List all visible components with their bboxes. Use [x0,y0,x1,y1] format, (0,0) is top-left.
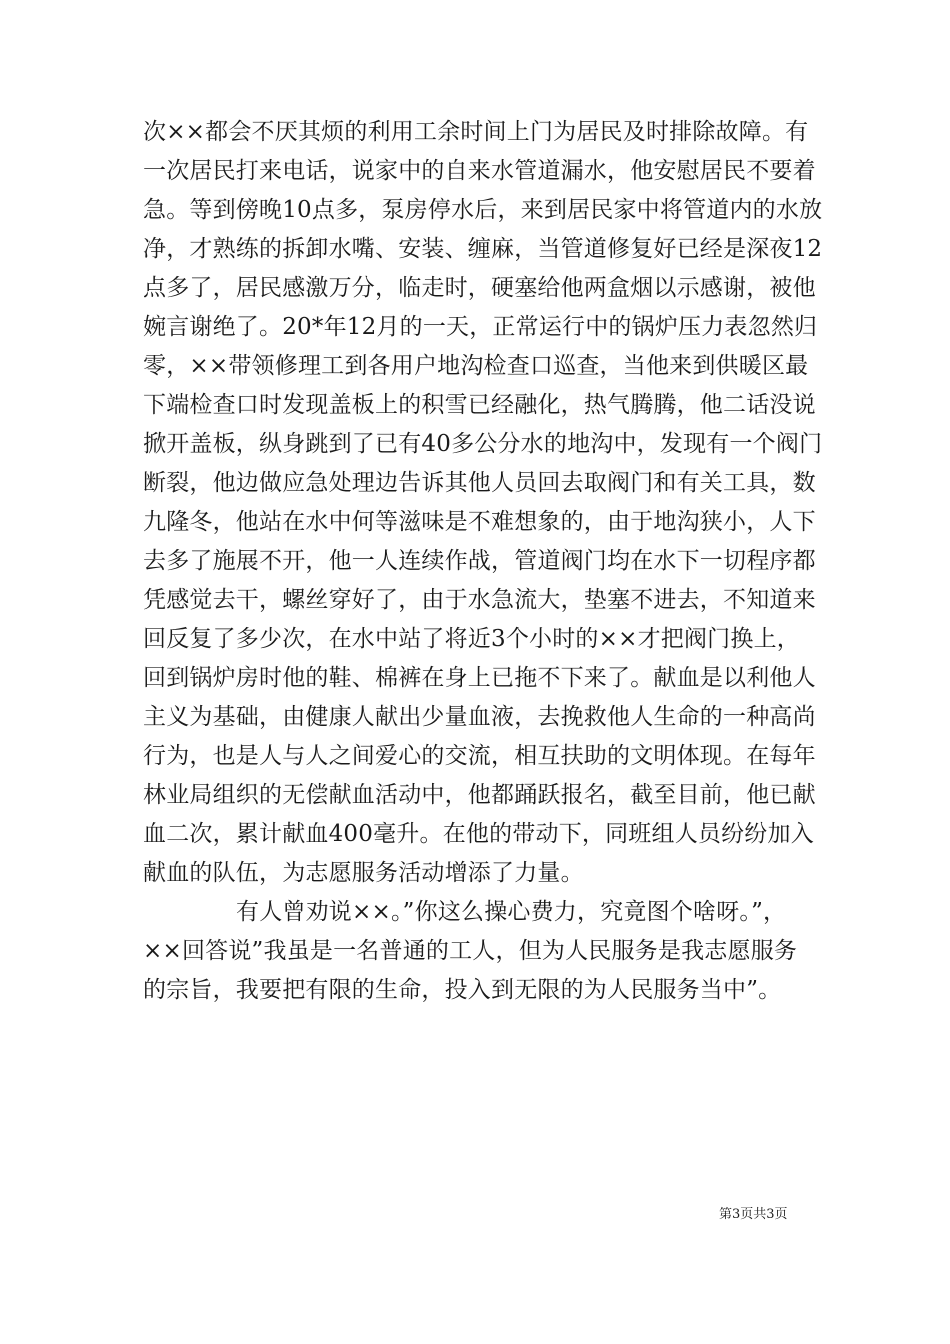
text-line: 的宗旨，我要把有限的生命，投入到无限的为人民服务当中”。 [143,977,782,1003]
text-line: 献血的队伍，为志愿服务活动增添了力量。 [143,860,584,886]
text-line: 婉言谢绝了。20*年12月的一天，正常运行中的锅炉压力表忽然归 [143,314,818,340]
page-number-footer: 第3页共3页 [719,1207,788,1222]
text-line: 主义为基础，由健康人献出少量血液，去挽救他人生命的一种高尚 [143,704,816,730]
text-line: 去多了施展不开，他一人连续作战，管道阀门均在水下一切程序都 [143,548,816,574]
paragraph-first-line: 有人曾劝说××。”你这么操心费力，究竟图个啥呀。”， [236,899,787,925]
text-line: 回反复了多少次，在水中站了将近3个小时的××才把阀门换上， [143,626,800,652]
text-line: 回到锅炉房时他的鞋、棉裤在身上已拖不下来了。献血是以利他人 [143,665,816,691]
text-line: 下端检查口时发现盖板上的积雪已经融化，热气腾腾，他二话没说 [143,392,816,418]
text-line: 零，××带领修理工到各用户地沟检查口巡查，当他来到供暖区最 [143,353,809,379]
text-line: 凭感觉去干，螺丝穿好了，由于水急流大，垫塞不进去，不知道来 [143,587,816,613]
text-line: 断裂，他边做应急处理边告诉其他人员回去取阀门和有关工具，数 [143,470,816,496]
text-line: 林业局组织的无偿献血活动中，他都踊跃报名，截至目前，他已献 [143,782,816,808]
text-line: 点多了，居民感激万分，临走时，硬塞给他两盒烟以示感谢，被他 [143,275,816,301]
text-line: 急。等到傍晚10点多，泵房停水后，来到居民家中将管道内的水放 [143,197,823,223]
text-line: 血二次，累计献血400毫升。在他的带动下，同班组人员纷纷加入 [143,821,814,847]
text-line: 行为，也是人与人之间爱心的交流，相互扶助的文明体现。在每年 [143,743,816,769]
text-line: 净，才熟练的拆卸水嘴、安装、缠麻，当管道修复好已经是深夜12 [143,236,823,262]
text-line: 一次居民打来电话，说家中的自来水管道漏水，他安慰居民不要着 [143,158,816,184]
text-line: 次××都会不厌其烦的利用工余时间上门为居民及时排除故障。有 [143,119,809,145]
text-line: ××回答说”我虽是一名普通的工人，但为人民服务是我志愿服务 [143,938,798,964]
text-line: 九隆冬，他站在水中何等滋味是不难想象的，由于地沟狭小，人下 [143,509,816,535]
text-line: 掀开盖板，纵身跳到了已有40多公分水的地沟中，发现有一个阀门 [143,431,823,457]
